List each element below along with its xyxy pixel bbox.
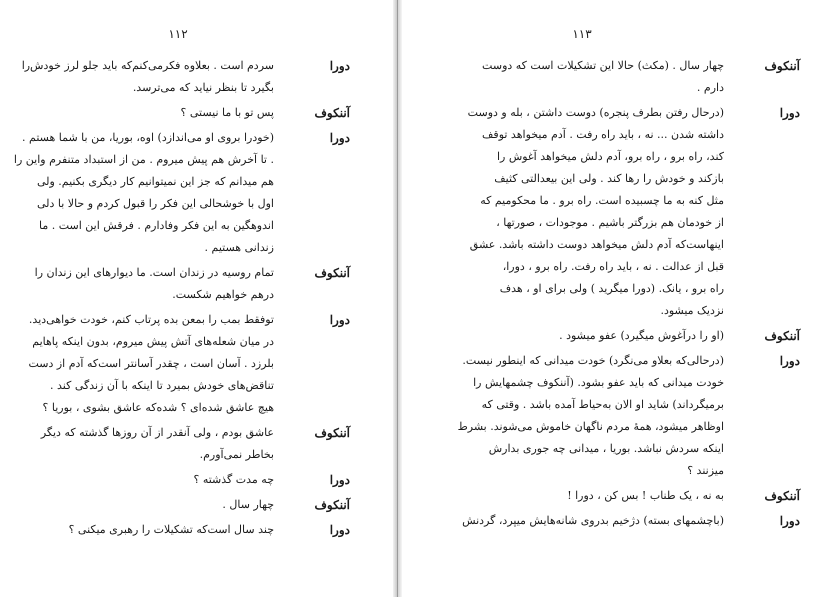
text-line: بگیرد تا بنظر نیاید که می‌ترسد. bbox=[132, 81, 274, 94]
dialogue-entry bbox=[14, 519, 350, 541]
text-line: اندوهگین به این فکر وفادارم . فرقش این است . ما bbox=[38, 219, 274, 232]
text-line: هم میدانم که جز این نمیتوانیم کار دیگری بکنیم. ولی bbox=[36, 175, 274, 188]
dialogue-entry bbox=[454, 510, 800, 532]
dialogue-text bbox=[14, 102, 274, 124]
dialogue-text bbox=[454, 102, 724, 322]
text-line: بخاطر نمی‌آورم. bbox=[199, 448, 274, 461]
dialogue-entry bbox=[14, 422, 350, 466]
text-line: زندانی هستیم . bbox=[204, 241, 274, 254]
right-page bbox=[402, 0, 815, 597]
text-line: از خودمان هم بزرگتر باشیم . موجودات ، صورتها ، bbox=[496, 216, 724, 229]
text-line: اینهاست‌که آدم دلش میخواهد دوست داشته باشد. عشق bbox=[469, 238, 724, 251]
text-line: درهم خواهیم شکست. bbox=[172, 288, 274, 301]
dialogue-text bbox=[14, 309, 274, 419]
text-line: در میان شعله‌های آتش پیش میروم، بدون اینکه پاهایم bbox=[32, 335, 274, 348]
speaker-name: دورا bbox=[779, 354, 800, 368]
dialogue-entry bbox=[454, 350, 800, 482]
text-line: تمام روسیه در زندان است. ما دیوارهای این زندان را bbox=[34, 266, 274, 279]
speaker-name: دورا bbox=[329, 59, 350, 73]
dialogue-entry bbox=[14, 469, 350, 491]
dialogue-text bbox=[14, 262, 274, 306]
text-line: اوظاهر میشود، همهٔ مردم ناگهان خاموش می‌شوند. بشرط bbox=[457, 420, 724, 433]
speaker-name: آننکوف bbox=[314, 106, 350, 120]
text-line: چهار سال . (مکث) حالا این تشکیلات است که دوست bbox=[482, 59, 724, 72]
left-page bbox=[0, 0, 393, 597]
dialogue-text bbox=[454, 350, 724, 482]
speaker-name: دورا bbox=[779, 106, 800, 120]
dialogue-text bbox=[14, 127, 274, 259]
speaker-name: دورا bbox=[329, 523, 350, 537]
text-line: . تا آخرش هم پیش میروم . من از استبداد متنفرم واین را bbox=[13, 153, 274, 166]
dialogue-entry bbox=[14, 262, 350, 306]
dialogue-text bbox=[454, 510, 724, 532]
dialogue-text bbox=[454, 55, 724, 99]
dialogue-text bbox=[14, 494, 274, 516]
text-line: (خودرا بروی او می‌اندازد) اوه، بوریا، من با شما هستم . bbox=[22, 131, 274, 144]
speaker-name: آننکوف bbox=[314, 266, 350, 280]
text-line: (درحالی‌که بعلاو می‌نگرد) خودت میدانی که اینطور نیست. bbox=[462, 354, 724, 367]
text-line: دارم . bbox=[696, 81, 724, 94]
speaker-name: آننکوف bbox=[764, 489, 800, 503]
text-line: کند، راه برو ، راه برو، آدم دلش میخواهد آغوش را bbox=[496, 150, 724, 163]
text-line: خودت میدانی که باید عفو بشود. (آننکوف چشمهایش را bbox=[473, 376, 724, 389]
text-line: (باچشمهای بسته) دژخیم بدروی شانه‌هایش میپرد، گردنش bbox=[462, 514, 724, 527]
gutter-line bbox=[397, 0, 398, 597]
page-number: ۱۱۳ bbox=[572, 27, 592, 41]
speaker-name: آننکوف bbox=[314, 426, 350, 440]
page-body bbox=[14, 55, 350, 544]
dialogue-entry bbox=[14, 494, 350, 516]
text-line: چهار سال . bbox=[222, 498, 274, 511]
text-line: برمیگرداند) شاید او الان به‌حیاط آمده باشد . وقتی که bbox=[481, 398, 724, 411]
dialogue-entry bbox=[454, 485, 800, 507]
text-line: به نه ، یک طناب ! بس کن ، دورا ! bbox=[567, 489, 724, 502]
dialogue-text bbox=[14, 422, 274, 466]
dialogue-text bbox=[14, 469, 274, 491]
text-line: میزنند ؟ bbox=[687, 464, 724, 477]
text-line: مثل کنه به ما چسبیده است. راه برو . ما محکومیم که bbox=[480, 194, 724, 207]
text-line: (او را درآغوش میگیرد) عفو میشود . bbox=[559, 329, 724, 342]
speaker-name: آننکوف bbox=[314, 498, 350, 512]
text-line: قبل از عدالت . نه ، باید راه رفت. راه برو ، دورا، bbox=[502, 260, 724, 273]
speaker-name: دورا bbox=[329, 131, 350, 145]
dialogue-entry bbox=[454, 102, 800, 322]
text-line: توفقط بمب را بمعن بده پرتاب کنم، خودت خواهی‌دید. bbox=[28, 313, 274, 326]
text-line: چه مدت گذشته ؟ bbox=[193, 473, 274, 486]
speaker-name: دورا bbox=[329, 313, 350, 327]
page-body bbox=[454, 55, 800, 535]
text-line: تناقض‌های خودش بمیرد تا اینکه با آن زندگی کند . bbox=[50, 379, 274, 392]
dialogue-text bbox=[14, 519, 274, 541]
text-line: عاشق بودم ، ولی آنقدر از آن روزها گذشته که دیگر bbox=[40, 426, 274, 439]
dialogue-entry bbox=[14, 309, 350, 419]
text-line: اینکه سردش نباشد. بوریا ، میدانی چه جوری بدارش bbox=[488, 442, 724, 455]
dialogue-entry bbox=[14, 102, 350, 124]
speaker-name: آننکوف bbox=[764, 59, 800, 73]
text-line: پس تو با ما نیستی ؟ bbox=[180, 106, 274, 119]
dialogue-text bbox=[14, 55, 274, 99]
dialogue-text bbox=[454, 485, 724, 507]
dialogue-entry bbox=[14, 55, 350, 99]
text-line: راه برو ، یانک. (دورا میگرید ) ولی برای او ، هدف bbox=[499, 282, 724, 295]
speaker-name: آننکوف bbox=[764, 329, 800, 343]
dialogue-entry bbox=[14, 127, 350, 259]
page-number: ۱۱۲ bbox=[168, 27, 188, 41]
book-gutter bbox=[393, 0, 402, 597]
text-line: نزدیک میشود. bbox=[660, 304, 724, 317]
text-line: اول با خوشحالی این فکر را قبول کردم و حالا با دلی bbox=[36, 197, 274, 210]
text-line: چند سال است‌که تشکیلات را رهبری میکنی ؟ bbox=[68, 523, 274, 536]
dialogue-text bbox=[454, 325, 724, 347]
text-line: (درحال رفتن بطرف پنجره) دوست داشتن ، بله و دوست bbox=[467, 106, 724, 119]
text-line: بازکند و خودش را رها کند . ولی این بیعدالتی کثیف bbox=[494, 172, 724, 185]
text-line: بلرزد . آسان است ، چقدر آسانتر است‌که آدم از دست bbox=[28, 357, 274, 370]
text-line: هیچ عاشق شده‌ای ؟ شده‌که عاشق بشوی ، بوریا ؟ bbox=[42, 401, 274, 414]
speaker-name: دورا bbox=[329, 473, 350, 487]
dialogue-entry bbox=[454, 55, 800, 99]
speaker-name: دورا bbox=[779, 514, 800, 528]
dialogue-entry bbox=[454, 325, 800, 347]
text-line: داشته شدن ... نه ، باید راه رفت . آدم میخواهد توقف bbox=[482, 128, 724, 141]
text-line: سردم است . بعلاوه فکرمی‌کنم‌که باید جلو لرز خودش‌را bbox=[21, 59, 274, 72]
